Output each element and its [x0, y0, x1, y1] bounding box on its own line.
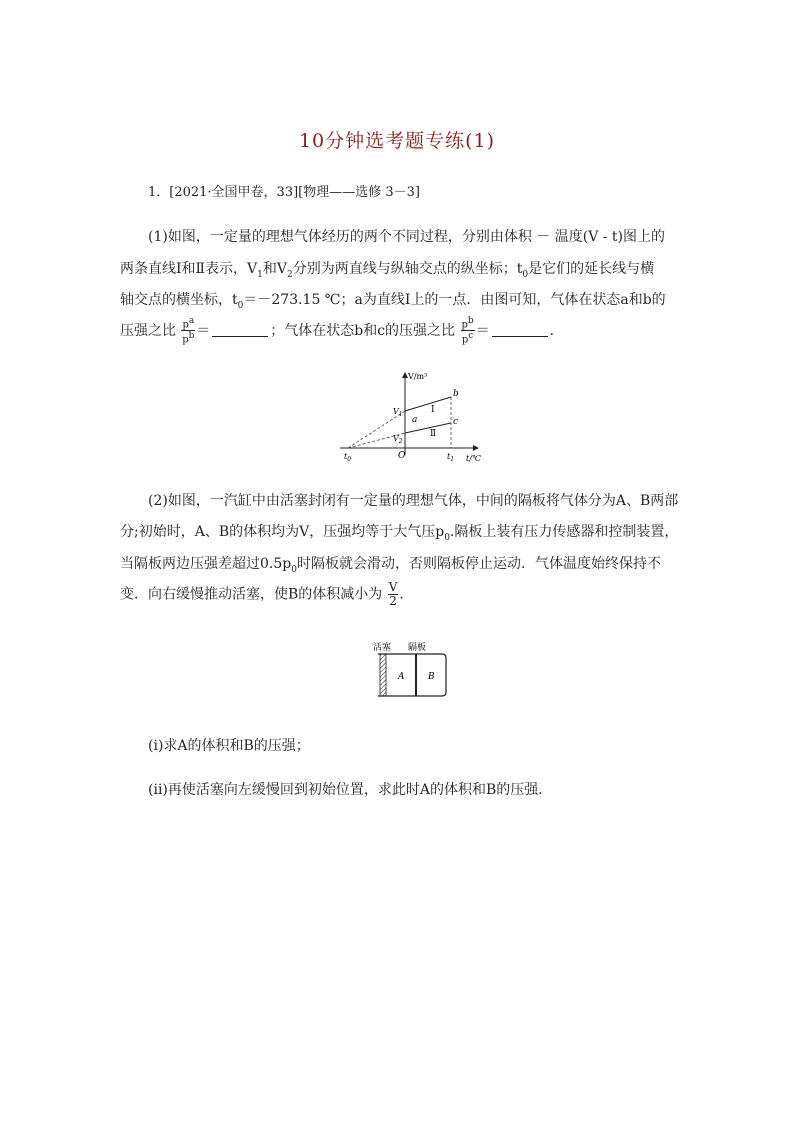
- divider-label: 隔板: [408, 643, 427, 653]
- page-title: 10分钟选考题专练(1): [298, 130, 496, 152]
- ratio-fraction-ab: $\frac{p^a}{p^b}$: [182, 316, 195, 346]
- point-a-label: a: [412, 415, 418, 425]
- origin-label: O: [398, 451, 406, 461]
- point-c-label: c: [453, 417, 459, 427]
- x-axis-label: t/℃: [466, 454, 481, 463]
- cylinder-wall: [378, 654, 446, 696]
- sub-question-i: (ⅰ)求A的体积和B的压强；: [148, 738, 310, 754]
- sub-question-ii: (ⅱ)再使活塞向左缓慢回到初始位置，求此时A的体积和B的压强．: [148, 782, 553, 798]
- part2-line2: 分;初始时，A、B的体积均为V，压强均等于大气压$p_0$.隔板上装有压力传感器和控制装置，: [120, 524, 679, 543]
- v2-label: $V_2$: [393, 434, 403, 445]
- cylinder-diagram: [370, 640, 450, 700]
- question-header: 1．[2021·全国甲卷，33][物理——选修 3－3]: [148, 185, 420, 200]
- part2-line1: (2)如图，一汽缸中由活塞封闭有一定量的理想气体，中间的隔板将气体分为A、B两部: [148, 493, 679, 509]
- chamber-a-label: A: [398, 672, 405, 682]
- piston: [380, 654, 386, 696]
- point-b-label: b: [453, 389, 459, 399]
- v1-label: $V_1$: [393, 407, 403, 418]
- part1-line4: 压强之比 $\frac{p^a}{p^b}$ ＝ ；气体在状态b和c的压强之比 $\frac{p^b}{p^c}$ ＝ ．: [120, 316, 564, 346]
- volume-fraction: $\frac{V}{2}$: [388, 580, 398, 608]
- ratio-fraction-bc: $\frac{p^b}{p^c}$: [461, 316, 474, 346]
- chamber-b-label: B: [428, 672, 435, 682]
- t1-label: $t_1$: [447, 452, 455, 463]
- part2-line3: 当隔板两边压强差超过$0.5p_0$时隔板就会滑动，否则隔板停止运动．气体温度始终保持不: [120, 556, 661, 575]
- answer-blank-2[interactable]: [492, 322, 548, 337]
- t0-label: $t_0$: [344, 452, 352, 463]
- line-II-label: Ⅱ: [430, 429, 437, 439]
- vt-graph: [330, 365, 490, 465]
- piston-label: 活塞: [373, 643, 392, 653]
- line-I-label: Ⅰ: [431, 405, 435, 415]
- part1-line2: 两条直线Ⅰ和Ⅱ表示，$V_1$和$V_2$分别为两直线与纵轴交点的纵坐标；$t_0$是它们的延长线与横: [120, 261, 655, 280]
- part1-line3: 轴交点的横坐标，$t_0=-273.15$ ℃；a为直线Ⅰ上的一点．由图可知，气体在状态a和b的: [120, 292, 666, 311]
- line-I: [405, 397, 451, 411]
- part1-line1: (1)如图，一定量的理想气体经历的两个不同过程，分别由体积 － 温度(V - t)图上的: [148, 229, 666, 245]
- y-axis-label: V/m³: [408, 372, 428, 381]
- answer-blank-1[interactable]: [212, 322, 268, 337]
- part2-line4: 变．向右缓慢推动活塞，使B的体积减小为 $\frac{V}{2}$ .: [120, 580, 404, 608]
